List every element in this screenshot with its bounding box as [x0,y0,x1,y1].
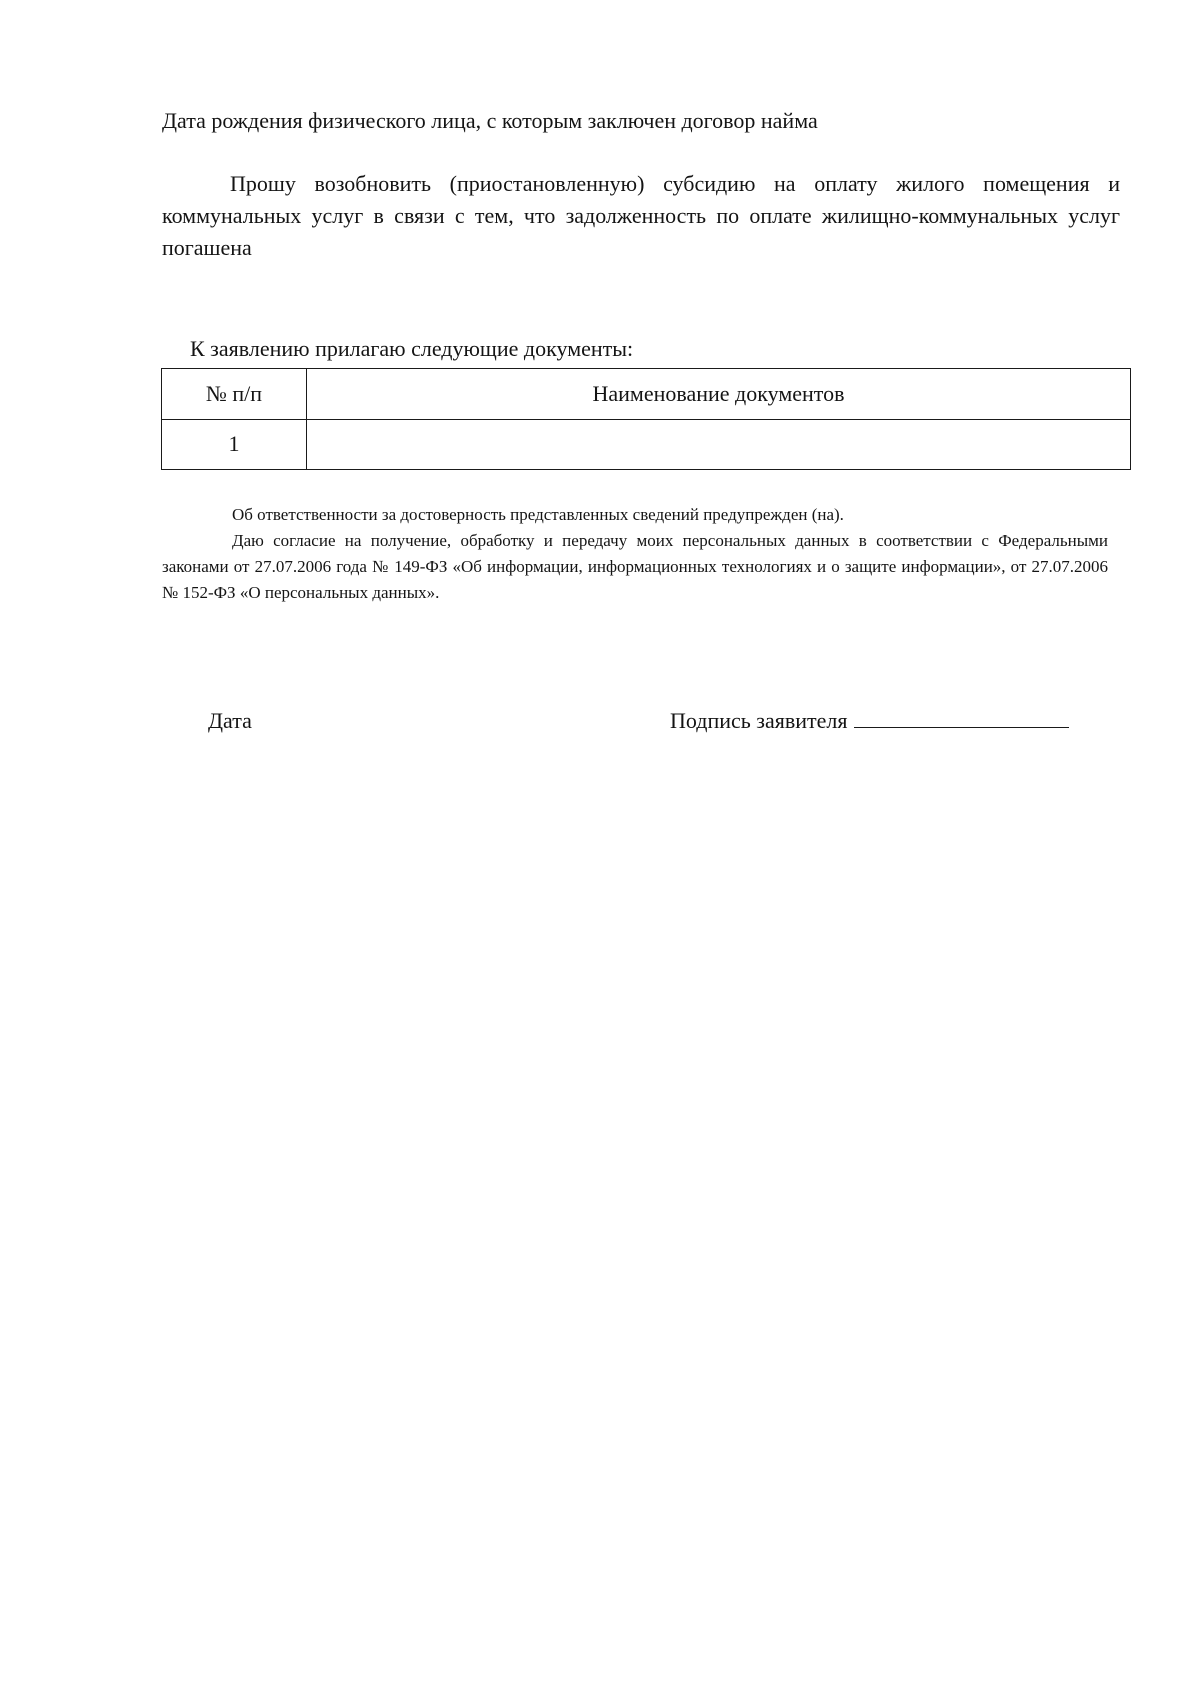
declarations [162,502,1108,606]
signature-line[interactable] [854,709,1069,728]
attachments-table [161,368,1131,470]
liability-statement: Об ответственности за достоверность представленных сведений предупрежден (на). [232,505,844,524]
column-header-document-name: Наименование документов [307,369,1131,420]
table-header-row [162,369,1131,420]
row-number-cell: 1 [162,419,307,470]
date-label: Дата [208,708,252,733]
request-paragraph: Прошу возобновить (приостановленную) субсидию на оплату жилого помещения и коммунальных услуг в связи с тем, что задолженность по оплате жилищно-коммунальных услуг погашена [162,171,1120,260]
table-row [162,419,1131,470]
column-header-number: № п/п [162,369,307,420]
attachments-intro: К заявлению прилагаю следующие документы: [190,336,634,361]
birth-date-line: Дата рождения физического лица, с которым заключен договор найма [162,108,818,133]
signature-label: Подпись заявителя [670,708,848,733]
signature-block [670,708,1069,734]
consent-statement: Даю согласие на получение, обработку и передачу моих персональных данных в соответствии с Федеральными законами от 27.07.2006 года № 149-ФЗ «Об информации, информационных технологиях и о защите информации», от 27.07.2006 № 152-ФЗ «О персональных данных». [162,531,1108,602]
document-name-cell[interactable] [307,419,1131,470]
